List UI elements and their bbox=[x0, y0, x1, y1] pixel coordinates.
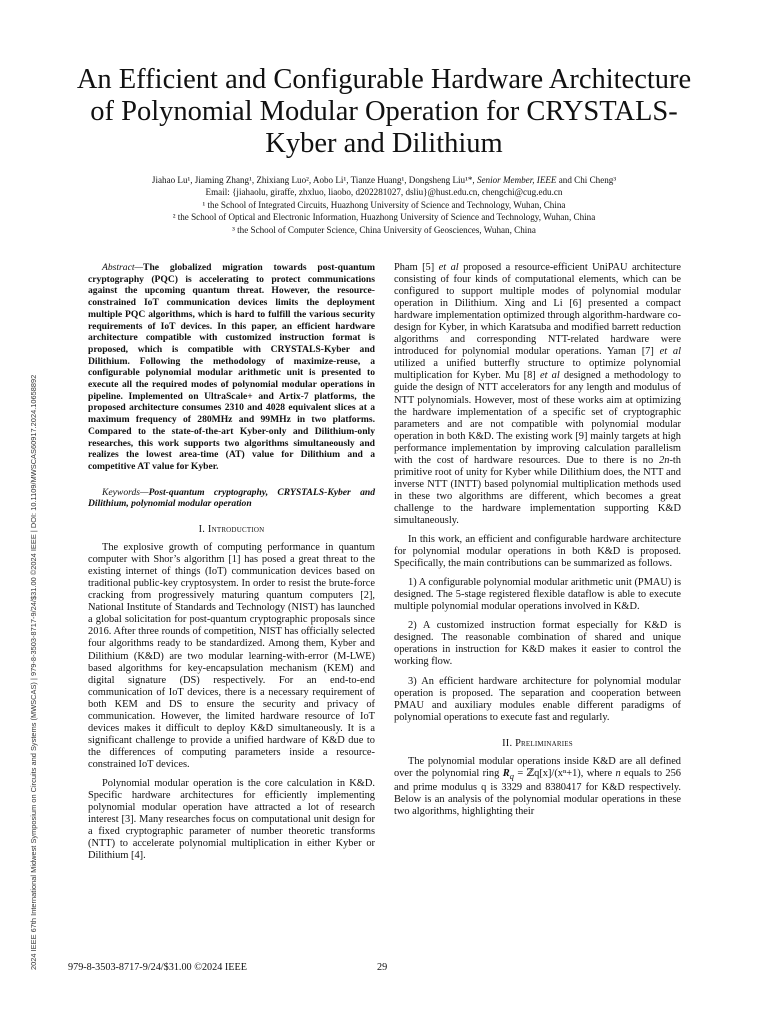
affiliation-3: ³ the School of Computer Science, China University of Geosciences, Wuhan, China bbox=[232, 224, 536, 235]
intro-paragraph-2: Polynomial modular operation is the core calculation in K&D. Specific hardware architectures for efficiently implementing polynomial modular operation have attracted a lot of research interest [3]. Many researches focus on computational unit design for a fixed cryptographic parameter of number theoretic transforms (NTT) to accelerate polynomial multiplication in either Kyber or Dilithium [4]. bbox=[88, 778, 375, 862]
text-run-italic: et al bbox=[539, 370, 560, 382]
abstract-lead: Abstract— bbox=[102, 262, 144, 273]
affiliation-2: ² the School of Optical and Electronic Information, Huazhong University of Science and Technology, Wuhan, China bbox=[172, 212, 596, 223]
author-list: Jiahao Lu¹, Jiaming Zhang¹, Zhixiang Luo², Aobo Li¹, Tianze Huang¹, Dongsheng Liu¹*, bbox=[151, 175, 477, 185]
left-column bbox=[88, 262, 375, 862]
text-run: Pham [5] bbox=[394, 262, 439, 273]
abstract bbox=[88, 262, 375, 473]
author-list-end: and Chi Cheng³ bbox=[556, 175, 617, 185]
text-run: utilized a unified butterfly structure to optimize polynomial multiplication for Kyber. Mu [8] bbox=[394, 358, 681, 382]
text-run-italic: n bbox=[615, 767, 621, 779]
ring-subscript: q bbox=[509, 770, 514, 781]
sidebar-citation: 2024 IEEE 67th International Midwest Symposium on Circuits and Systems (MWSCAS) | 979-8-3503-8717-9/24/$31.00 ©2024 IEEE | DOI: 10.1109/MWSCAS60917.2024.10658892 bbox=[29, 374, 38, 970]
abstract-text: The globalized migration towards post-quantum cryptography (PQC) is accelerating to protect communications against the upcoming quantum threat. However, the resource-constrained IoT communication devices limits the deployment multiple PQC algorithms, which is hard to fulfill the various security requirements of IoT devices. In this paper, an efficient hardware architecture compatible with customized instruction format is proposed, which is compatible with CRYSTALS-Kyber and Dilithium. Following the methodology of maximize-reuse, a configurable polynomial modular arithmetic unit is presented to execute all the required modes of polynomial modular operations in pipeline. Implemented on UltraScale+ and Artix-7 platforms, the proposed architecture consumes 2310 and 4028 equivalent slices at a maximum frequency of 280MHz and 99MHz in two platforms. Compared to the state-of-the-art Kyber-only and Dilithium-only researches, this work supports two algorithms simultaneously and realizes the lowest area-time (AT) value for Dilithium and a competitive AT value for Kyber. bbox=[88, 262, 375, 472]
prelim-paragraph-1 bbox=[394, 756, 681, 818]
affiliation-1: ¹ the School of Integrated Circuits, Huazhong University of Science and Technology, Wuhan, China bbox=[202, 199, 566, 210]
author-senior: Senior Member, IEEE bbox=[476, 175, 557, 185]
author-names bbox=[70, 174, 698, 186]
text-run: designed a methodology to guide the design of NTT accelerators for any length and modulus of NTT polynomials. However, most of these works aim at optimizing the hardware implementation of a specific set of cryptographic parameters and are not compatible with polynomial modular operation in both K&D. The existing work [9] mainly targets at high performance implementation by improving calculation parallelism with the cost of hardware resources. Due to there is no bbox=[394, 370, 681, 466]
keywords-lead: Keywords— bbox=[102, 486, 149, 498]
section-heading-preliminaries bbox=[394, 738, 681, 750]
section-title: Introduction bbox=[207, 524, 265, 536]
section-heading-introduction bbox=[88, 524, 375, 536]
text-run: equals to 256 and prime modulus q is 3329 and 8380417 for K&D respectively. Below is an analysis of the polynomial modular operations in these two algorithms, highlighting their bbox=[394, 767, 681, 817]
keywords bbox=[88, 487, 375, 510]
contribution-3: 3) An efficient hardware architecture for polynomial modular operation is proposed. The separation and cooperation between PMAU and auxiliary modules enable different paradigms of polynomial operations to execute fast and regularly. bbox=[394, 675, 681, 723]
intro-paragraph-1: The explosive growth of computing performance in quantum computer with Shor’s algorithm [1] has posed a great threat to the existing internet of things (IoT) communication devices based on traditional public-key cryptosystem. In order to resist the brute-force cracking from progressively maturing quantum computers [2], National Institute of Standards and Technology (NIST) has launched a global solicitation for post-quantum cryptographic proposals since 2016. After three rounds of competition, NIST has officially selected four algorithms ready to be standardized. Among them, Kyber and Dilithium (K&D) are two modular learning-with-error (M-LWE) based algorithms for key-encapsulation mechanism (KEM) and digital signature (DS) respectively. For an end-to-end communication of IoT devices, there is a necessary requirement of both KEM and DS to ensure the security and privacy of communication. However, the limited hardware resource of IoT devices makes it difficult to deploy K&D simultaneously. It is a significant challenge to provide a unified hardware of K&D due to the differences of computing parameters inside a resource-constrained IoT devices. bbox=[88, 542, 375, 770]
text-run-italic: et al bbox=[438, 262, 459, 273]
contribution-1: 1) A configurable polynomial modular arithmetic unit (PMAU) is designed. The 5-stage registered flexible dataflow is able to execute multiple polynomial modular operations involved in K&D. bbox=[394, 577, 681, 613]
text-run: The polynomial modular operations inside K&D are all defined over the polynomial ring bbox=[394, 755, 681, 779]
author-block bbox=[70, 174, 698, 236]
text-run: proposed a resource-efficient UniPAU architecture consisting of four kinds of computational elements, which can be configured to support multiple modes of polynomial modular operation in Dilithium. Xing and Li [6] presented a compact hardware implementation optimized through algorithm-hardware co-design for Kyber, in which Karatsuba and modified barrett reduction algorithms and corresponding NTT-related hardware were introduced for polynomial modular operations. Yaman [7] bbox=[394, 262, 682, 358]
contribution-2: 2) A customized instruction format especially for K&D is designed. The reasonable combination of shared and unique operations in instruction for K&D makes it easier to control the working flow. bbox=[394, 620, 681, 668]
intro-paragraph-4: In this work, an efficient and configurable hardware architecture for polynomial modular operations in both K&D is proposed. Specifically, the main contributions can be summarized as follows. bbox=[394, 534, 681, 570]
intro-paragraph-3 bbox=[394, 262, 681, 527]
paper-title: An Efficient and Configurable Hardware Architecture of Polynomial Modular Operation for CRYSTALS-Kyber and Dilithium bbox=[76, 64, 692, 159]
section-number: I. bbox=[198, 524, 206, 536]
section-number: II. bbox=[502, 737, 513, 749]
text-run: -th primitive root of unity for Kyber while Dilithium does, the NTT and inverse NTT (INTT) based polynomial multiplication methods used in these two algorithms are different, which becomes a great challenge to the hardware implementation supporting K&D simultaneously. bbox=[394, 454, 681, 526]
text-run-italic: 2n bbox=[659, 454, 670, 466]
footer-isbn: 979-8-3503-8717-9/24/$31.00 ©2024 IEEE bbox=[68, 962, 247, 973]
text-run: = ℤq[x]/(xⁿ+1), where bbox=[513, 767, 616, 779]
keywords-text: Post-quantum cryptography, CRYSTALS-Kyber and Dilithium, polynomial modular operation bbox=[88, 486, 375, 510]
ring-symbol: R bbox=[502, 767, 510, 779]
author-email: Email: {jiahaolu, giraffe, zhxluo, liaobo, d202281027, dsliu}@hust.edu.cn, chengchi@cug.edu.cn bbox=[205, 187, 563, 198]
page-number: 29 bbox=[377, 962, 388, 973]
text-run-italic: et al bbox=[659, 346, 681, 358]
right-column bbox=[394, 262, 681, 818]
section-title: Preliminaries bbox=[515, 737, 573, 749]
